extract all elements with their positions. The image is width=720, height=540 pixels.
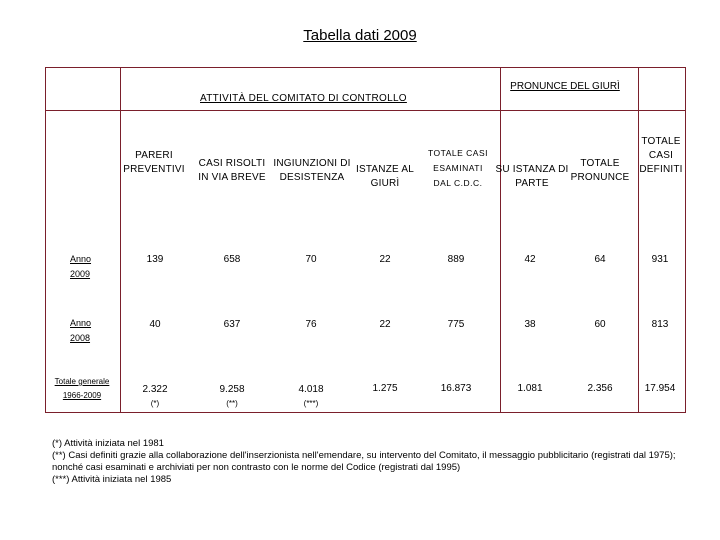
cell-2009-ingiunzioni: 70 <box>305 254 317 265</box>
column-divider <box>120 68 121 412</box>
column-divider <box>638 68 639 412</box>
section-header-jury: PRONUNCE DEL GIURÌ <box>510 81 620 92</box>
cell-totale-totale-pronunce: 2.356 <box>587 383 613 394</box>
cell-value: 4.018 <box>298 384 324 395</box>
cell-2009-istanze: 22 <box>379 254 391 265</box>
row-label-2008: Anno 2008 <box>70 318 92 343</box>
cell-2009-totale-definiti: 931 <box>651 254 669 265</box>
cell-2008-su-istanza: 38 <box>524 319 536 330</box>
cell-totale-su-istanza: 1.081 <box>517 383 543 394</box>
cell-2008-totale-cdc: 775 <box>447 319 465 330</box>
cell-totale-pareri <box>125 383 185 411</box>
cell-totale-casi-risolti <box>202 383 262 411</box>
cell-2008-ingiunzioni: 76 <box>305 319 317 330</box>
header-divider <box>46 110 685 111</box>
footnote: nonché casi esaminati e archiviati per non contrasto con le norme del Codice (registrati dal 1995) <box>52 462 461 473</box>
cell-totale-totale-definiti: 17.954 <box>644 383 676 394</box>
column-header-casi-risolti: CASI RISOLTI IN VIA BREVE <box>198 158 266 183</box>
cell-totale-istanze: 1.275 <box>372 383 398 394</box>
cell-2009-pareri: 139 <box>146 254 164 265</box>
cell-value: 2.322 <box>142 384 168 395</box>
footnotes <box>52 438 702 486</box>
column-header-su-istanza: SU ISTANZA DI PARTE <box>495 164 569 189</box>
cell-2008-istanze: 22 <box>379 319 391 330</box>
column-header-totale-pronunce: TOTALE PRONUNCE <box>570 158 630 183</box>
column-header-pareri: PARERI PREVENTIVI <box>123 150 185 175</box>
footnote: (**) Casi definiti grazie alla collaborazione dell'inserzionista nell'emendare, su intervento del Comitato, il messaggio pubblicitario (registrati dal 1975); <box>52 450 676 461</box>
cell-2008-totale-pronunce: 60 <box>594 319 606 330</box>
column-header-istanze: ISTANZE AL GIURÌ <box>356 164 414 189</box>
cell-2009-totale-pronunce: 64 <box>594 254 606 265</box>
cell-2009-casi-risolti: 658 <box>223 254 241 265</box>
column-divider <box>500 68 501 412</box>
column-header-ingiunzioni: INGIUNZIONI DI DESISTENZA <box>273 158 351 183</box>
page-title: Tabella dati 2009 <box>303 27 417 44</box>
data-table-frame <box>45 67 686 413</box>
footnote-mark: (**) <box>226 399 238 408</box>
cell-2008-totale-definiti: 813 <box>651 319 669 330</box>
cell-value: 9.258 <box>219 384 245 395</box>
cell-totale-totale-cdc: 16.873 <box>440 383 472 394</box>
row-label-totale: Totale generale 1966-2009 <box>54 377 110 400</box>
column-header-totale-casi-cdc: TOTALE CASI ESAMINATI DAL C.D.C. <box>428 148 488 188</box>
footnote-mark: (***) <box>303 399 319 408</box>
footnote: (*) Attività iniziata nel 1981 <box>52 438 164 449</box>
cell-2008-pareri: 40 <box>149 319 161 330</box>
row-label-2009: Anno 2009 <box>70 254 92 279</box>
column-header-totale-definiti: TOTALE CASI DEFINITI <box>639 136 683 175</box>
footnote: (***) Attività iniziata nel 1985 <box>52 474 172 485</box>
cell-totale-ingiunzioni <box>281 383 341 411</box>
cell-2009-su-istanza: 42 <box>524 254 536 265</box>
footnote-mark: (*) <box>150 399 160 408</box>
cell-2008-casi-risolti: 637 <box>223 319 241 330</box>
section-header-committee: ATTIVITÀ DEL COMITATO DI CONTROLLO <box>200 93 407 104</box>
cell-2009-totale-cdc: 889 <box>447 254 465 265</box>
